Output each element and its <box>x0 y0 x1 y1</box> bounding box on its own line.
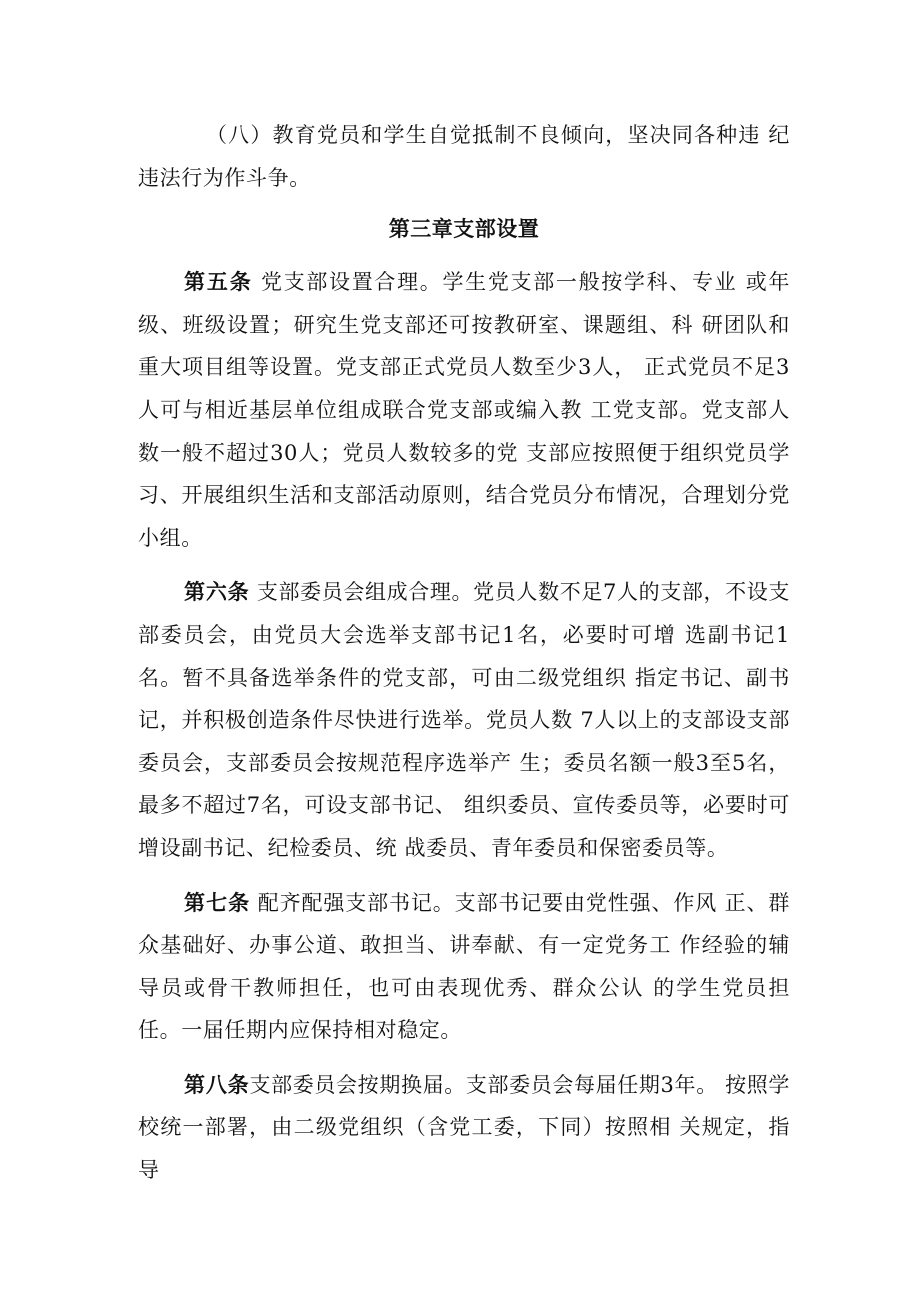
article-7-text: 配齐配强支部书记。支部书记要由党性强、作风 正、群众基础好、办事公道、敢担当、讲奉献、有一定党务工 作经验的辅导员或骨干教师担任，也可由表现优秀、群众公认 的学生党员担任。一届任期内应保持相对稳定。 <box>138 890 790 1043</box>
article-6 <box>138 571 790 869</box>
article-8-label: 第八条 <box>184 1072 250 1097</box>
paragraph-gap <box>138 1052 790 1064</box>
article-5 <box>138 261 790 559</box>
paragraph-gap <box>138 559 790 571</box>
document-body <box>138 114 790 1192</box>
paragraph-gap <box>138 870 790 882</box>
chapter-title: 第三章支部设置 <box>388 217 540 242</box>
article-6-label: 第六条 <box>184 580 250 605</box>
article-5-label: 第五条 <box>184 270 253 295</box>
article-6-text: 支部委员会组成合理。党员人数不足7人的支部，不设支部委员会，由党员大会选举支部书记1名，必要时可增 选副书记1名。暂不具备选举条件的党支部，可由二级党组织 指定书记、副书记，并积极创造条件尽快进行选举。党员人数 7人以上的支部设支部委员会，支部委员会按规范程序选举产 生；委员名额一般3至5名，最多不超过7名，可设支部书记、 组织委员、宣传委员等，必要时可增设副书记、纪检委员、统 战委员、青年委员和保密委员等。 <box>138 580 791 860</box>
article-7 <box>138 882 790 1052</box>
article-5-text: 党支部设置合理。学生党支部一般按学科、专业 或年级、班级设置；研究生党支部还可按教研室、课题组、科 研团队和重大项目组等设置。党支部正式党员人数至少3人， 正式党员不足3人可与相近基层单位组成联合党支部或编入教 工党支部。党支部人数一般不超过30人；党员人数较多的党 支部应按照便于组织党员学习、开展组织生活和支部活动原则，结合党员分布情况，合理划分党小组。 <box>138 270 790 550</box>
article-7-label: 第七条 <box>184 890 251 915</box>
article-8-text: 支部委员会按期换届。支部委员会每届任期3年。 按照学校统一部署，由二级党组织（含党工委，下同）按照相 关规定，指导 <box>138 1072 791 1183</box>
article-8 <box>138 1064 790 1192</box>
paragraph-item-8: （八）教育党员和学生自觉抵制不良倾向，坚决同各种违 纪违法行为作斗争。 <box>138 123 790 190</box>
